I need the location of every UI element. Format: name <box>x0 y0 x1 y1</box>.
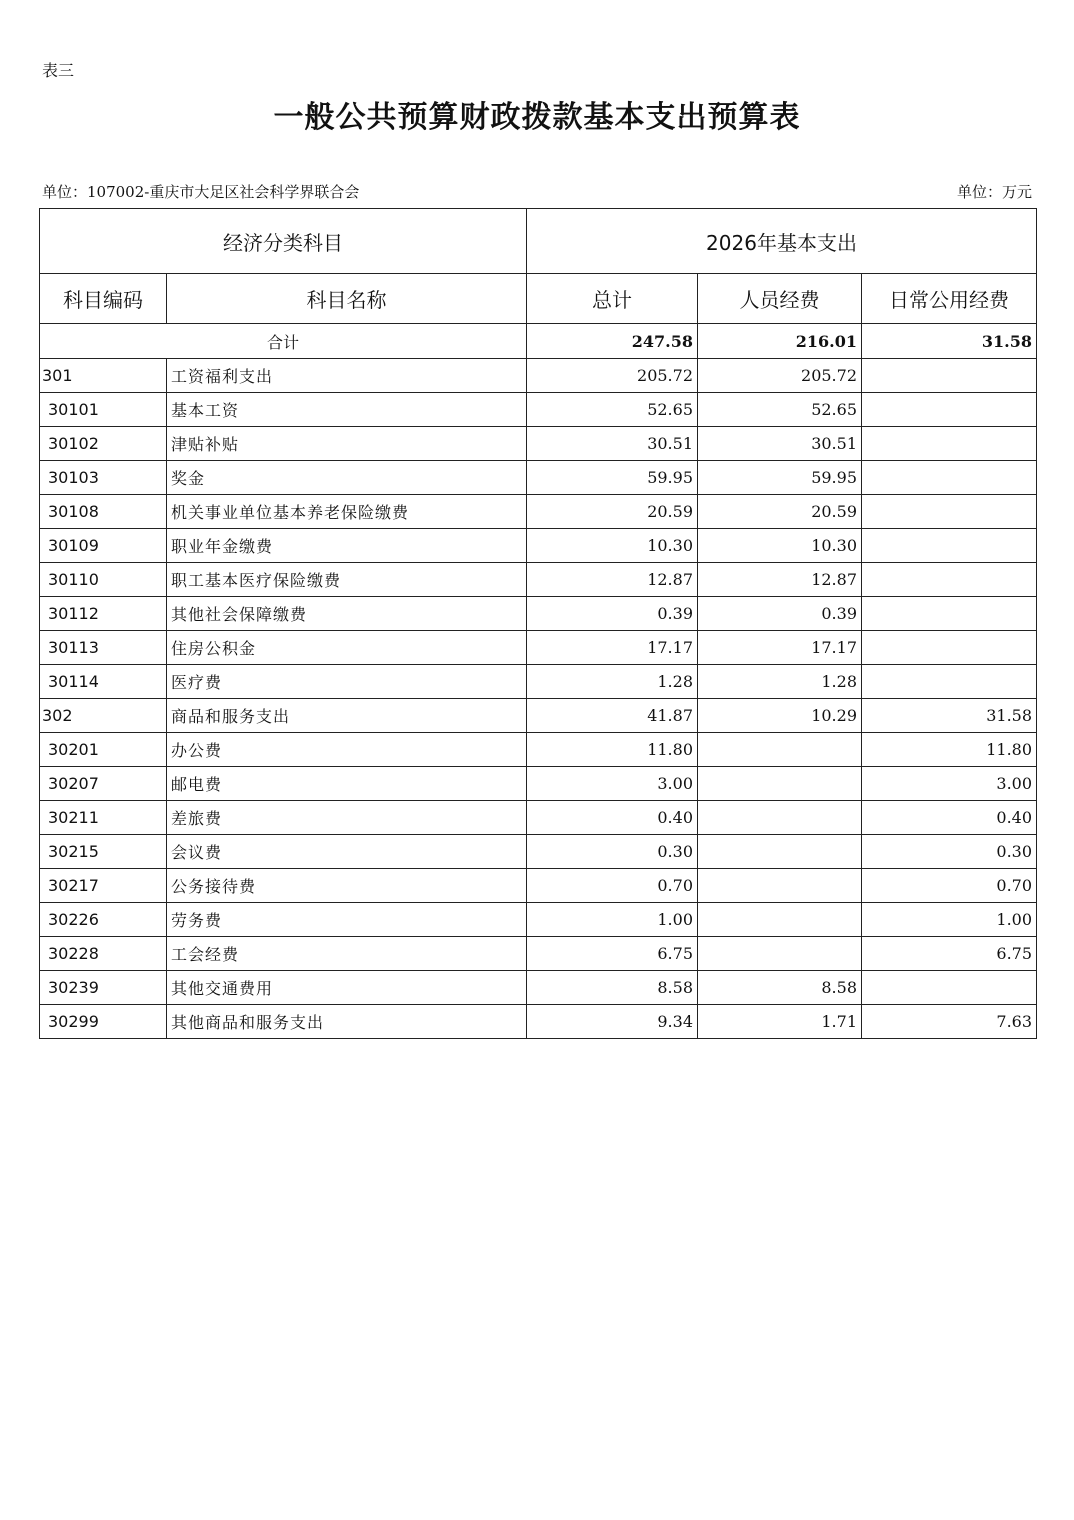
subject-code-cell: 30215 <box>40 835 167 869</box>
subject-name-cell: 津贴补贴 <box>167 427 527 461</box>
subject-name-cell: 公务接待费 <box>167 869 527 903</box>
personnel-expense-cell: 10.29 <box>698 699 862 733</box>
public-expense-cell: 31.58 <box>862 699 1037 733</box>
subject-name-cell: 医疗费 <box>167 665 527 699</box>
public-expense-cell: 6.75 <box>862 937 1037 971</box>
total-cell: 3.00 <box>527 767 698 801</box>
subject-code-cell: 30102 <box>40 427 167 461</box>
public-expense-cell: 0.70 <box>862 869 1037 903</box>
personnel-expense-cell: 20.59 <box>698 495 862 529</box>
table-row <box>40 801 1037 835</box>
header-total: 总计 <box>527 274 698 324</box>
public-expense-cell <box>862 359 1037 393</box>
personnel-expense-cell: 10.30 <box>698 529 862 563</box>
total-cell: 8.58 <box>527 971 698 1005</box>
total-cell: 205.72 <box>527 359 698 393</box>
header-economic-classification: 经济分类科目 <box>40 209 527 274</box>
total-cell: 0.40 <box>527 801 698 835</box>
table-row <box>40 903 1037 937</box>
total-row <box>40 324 1037 359</box>
total-cell: 52.65 <box>527 393 698 427</box>
table-row <box>40 563 1037 597</box>
total-cell: 59.95 <box>527 461 698 495</box>
subject-name-cell: 邮电费 <box>167 767 527 801</box>
table-row <box>40 835 1037 869</box>
subject-code-cell: 30239 <box>40 971 167 1005</box>
personnel-expense-cell <box>698 869 862 903</box>
subject-code-cell: 30108 <box>40 495 167 529</box>
subject-code-cell: 30113 <box>40 631 167 665</box>
public-expense-cell: 0.40 <box>862 801 1037 835</box>
public-expense-cell <box>862 495 1037 529</box>
personnel-expense-cell <box>698 733 862 767</box>
personnel-expense-cell: 1.28 <box>698 665 862 699</box>
subject-name-cell: 差旅费 <box>167 801 527 835</box>
subject-code-cell: 302 <box>40 699 167 733</box>
personnel-expense-cell: 1.71 <box>698 1005 862 1039</box>
total-cell: 30.51 <box>527 427 698 461</box>
table-row <box>40 359 1037 393</box>
subject-name-cell: 基本工资 <box>167 393 527 427</box>
header-subject-name: 科目名称 <box>167 274 527 324</box>
table-row <box>40 427 1037 461</box>
public-expense-cell: 0.30 <box>862 835 1037 869</box>
subject-name-cell: 会议费 <box>167 835 527 869</box>
subject-code-cell: 30226 <box>40 903 167 937</box>
total-cell: 9.34 <box>527 1005 698 1039</box>
personnel-expense-cell: 52.65 <box>698 393 862 427</box>
subject-name-cell: 办公费 <box>167 733 527 767</box>
subject-code-cell: 30101 <box>40 393 167 427</box>
total-cell: 6.75 <box>527 937 698 971</box>
personnel-expense-cell: 59.95 <box>698 461 862 495</box>
table-row <box>40 869 1037 903</box>
header-group-row <box>40 209 1037 274</box>
table-row <box>40 1005 1037 1039</box>
subject-code-cell: 30103 <box>40 461 167 495</box>
table-row <box>40 597 1037 631</box>
table-row <box>40 461 1037 495</box>
organization-unit-label: 单位：107002-重庆市大足区社会科学界联合会 <box>42 183 360 201</box>
table-row <box>40 767 1037 801</box>
table-row <box>40 495 1037 529</box>
personnel-expense-cell <box>698 835 862 869</box>
personnel-expense-cell <box>698 937 862 971</box>
subject-code-cell: 30109 <box>40 529 167 563</box>
public-expense-cell <box>862 597 1037 631</box>
public-expense-cell: 11.80 <box>862 733 1037 767</box>
subject-code-cell: 30228 <box>40 937 167 971</box>
personnel-expense-cell <box>698 801 862 835</box>
total-cell: 41.87 <box>527 699 698 733</box>
table-row <box>40 529 1037 563</box>
subject-name-cell: 职工基本医疗保险缴费 <box>167 563 527 597</box>
personnel-expense-cell: 205.72 <box>698 359 862 393</box>
table-row <box>40 699 1037 733</box>
public-expense-cell: 7.63 <box>862 1005 1037 1039</box>
subject-code-cell: 301 <box>40 359 167 393</box>
public-expense-cell <box>862 563 1037 597</box>
table-row <box>40 665 1037 699</box>
personnel-expense-cell: 0.39 <box>698 597 862 631</box>
subject-code-cell: 30299 <box>40 1005 167 1039</box>
budget-table <box>39 208 1037 1039</box>
total-cell: 1.00 <box>527 903 698 937</box>
header-personnel-expense: 人员经费 <box>698 274 862 324</box>
table-row <box>40 937 1037 971</box>
personnel-expense-cell: 17.17 <box>698 631 862 665</box>
public-expense-cell <box>862 393 1037 427</box>
public-expense-cell: 3.00 <box>862 767 1037 801</box>
total-cell: 1.28 <box>527 665 698 699</box>
subject-name-cell: 工会经费 <box>167 937 527 971</box>
total-cell: 0.70 <box>527 869 698 903</box>
subject-name-cell: 其他交通费用 <box>167 971 527 1005</box>
subject-code-cell: 30114 <box>40 665 167 699</box>
total-cell: 20.59 <box>527 495 698 529</box>
subject-code-cell: 30211 <box>40 801 167 835</box>
subject-name-cell: 商品和服务支出 <box>167 699 527 733</box>
table-row <box>40 733 1037 767</box>
personnel-expense-cell: 12.87 <box>698 563 862 597</box>
total-cell: 17.17 <box>527 631 698 665</box>
table-row <box>40 393 1037 427</box>
personnel-expense-cell <box>698 903 862 937</box>
total-public: 31.58 <box>862 324 1037 359</box>
subject-code-cell: 30110 <box>40 563 167 597</box>
page-title: 一般公共预算财政拨款基本支出预算表 <box>273 100 801 135</box>
subject-name-cell: 劳务费 <box>167 903 527 937</box>
subject-code-cell: 30201 <box>40 733 167 767</box>
total-sum: 247.58 <box>527 324 698 359</box>
subject-name-cell: 机关事业单位基本养老保险缴费 <box>167 495 527 529</box>
header-basic-expenditure-year: 2026年基本支出 <box>527 209 1037 274</box>
subject-name-cell: 其他社会保障缴费 <box>167 597 527 631</box>
public-expense-cell <box>862 461 1037 495</box>
total-personnel: 216.01 <box>698 324 862 359</box>
total-cell: 12.87 <box>527 563 698 597</box>
public-expense-cell <box>862 631 1037 665</box>
header-column-row <box>40 274 1037 324</box>
public-expense-cell <box>862 971 1037 1005</box>
subject-code-cell: 30217 <box>40 869 167 903</box>
public-expense-cell <box>862 665 1037 699</box>
public-expense-cell <box>862 529 1037 563</box>
public-expense-cell <box>862 427 1037 461</box>
total-cell: 11.80 <box>527 733 698 767</box>
total-cell: 0.39 <box>527 597 698 631</box>
subject-name-cell: 职业年金缴费 <box>167 529 527 563</box>
subject-code-cell: 30207 <box>40 767 167 801</box>
table-row <box>40 631 1037 665</box>
personnel-expense-cell: 30.51 <box>698 427 862 461</box>
personnel-expense-cell <box>698 767 862 801</box>
subject-name-cell: 奖金 <box>167 461 527 495</box>
total-label: 合计 <box>40 324 527 359</box>
header-subject-code: 科目编码 <box>40 274 167 324</box>
public-expense-cell: 1.00 <box>862 903 1037 937</box>
header-public-expense: 日常公用经费 <box>862 274 1037 324</box>
personnel-expense-cell: 8.58 <box>698 971 862 1005</box>
subject-code-cell: 30112 <box>40 597 167 631</box>
subject-name-cell: 工资福利支出 <box>167 359 527 393</box>
subject-name-cell: 住房公积金 <box>167 631 527 665</box>
currency-unit-label: 单位：万元 <box>956 183 1032 201</box>
table-row <box>40 971 1037 1005</box>
total-cell: 10.30 <box>527 529 698 563</box>
subject-name-cell: 其他商品和服务支出 <box>167 1005 527 1039</box>
table-number-label: 表三 <box>42 61 75 80</box>
total-cell: 0.30 <box>527 835 698 869</box>
